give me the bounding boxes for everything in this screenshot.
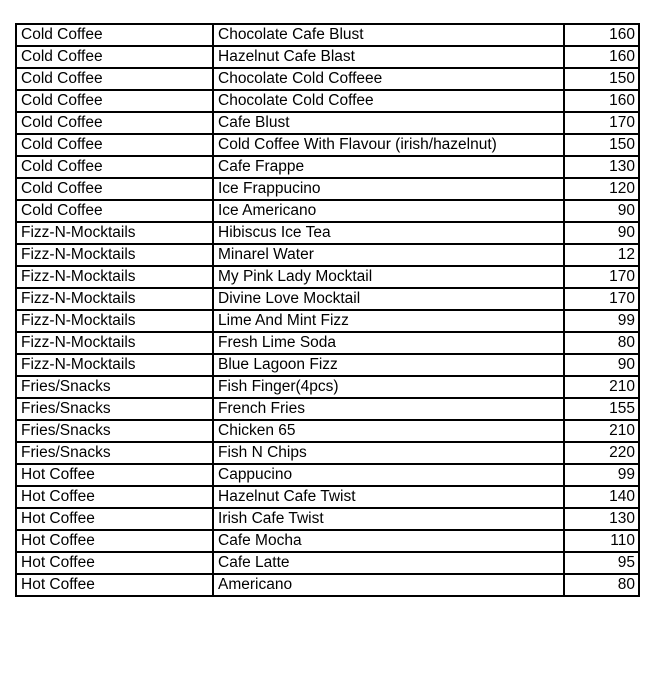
item-cell: Fresh Lime Soda [213, 332, 564, 354]
category-cell: Fries/Snacks [16, 376, 213, 398]
category-cell: Cold Coffee [16, 200, 213, 222]
item-cell: Chocolate Cold Coffee [213, 90, 564, 112]
item-cell: Cafe Latte [213, 552, 564, 574]
category-cell: Fizz-N-Mocktails [16, 310, 213, 332]
category-cell: Fries/Snacks [16, 442, 213, 464]
table-row [16, 266, 639, 288]
price-cell: 12 [564, 244, 639, 266]
price-cell: 150 [564, 68, 639, 90]
price-cell: 130 [564, 508, 639, 530]
item-cell: Chocolate Cafe Blust [213, 24, 564, 46]
category-cell: Fries/Snacks [16, 398, 213, 420]
table-row [16, 156, 639, 178]
category-cell: Fizz-N-Mocktails [16, 332, 213, 354]
price-cell: 90 [564, 354, 639, 376]
menu-table-body [16, 24, 639, 596]
table-row [16, 112, 639, 134]
category-cell: Hot Coffee [16, 486, 213, 508]
price-cell: 99 [564, 464, 639, 486]
item-cell: Irish Cafe Twist [213, 508, 564, 530]
item-cell: Hazelnut Cafe Twist [213, 486, 564, 508]
table-row [16, 200, 639, 222]
item-cell: Hazelnut Cafe Blast [213, 46, 564, 68]
item-cell: Cold Coffee With Flavour (irish/hazelnut) [213, 134, 564, 156]
price-cell: 160 [564, 24, 639, 46]
table-row [16, 354, 639, 376]
category-cell: Cold Coffee [16, 156, 213, 178]
table-row [16, 420, 639, 442]
table-row [16, 310, 639, 332]
price-cell: 90 [564, 200, 639, 222]
price-cell: 99 [564, 310, 639, 332]
table-row [16, 134, 639, 156]
item-cell: Cafe Frappe [213, 156, 564, 178]
price-cell: 210 [564, 376, 639, 398]
category-cell: Cold Coffee [16, 24, 213, 46]
item-cell: Divine Love Mocktail [213, 288, 564, 310]
category-cell: Cold Coffee [16, 68, 213, 90]
price-cell: 155 [564, 398, 639, 420]
item-cell: Chocolate Cold Coffeee [213, 68, 564, 90]
table-row [16, 288, 639, 310]
item-cell: Ice Americano [213, 200, 564, 222]
category-cell: Cold Coffee [16, 90, 213, 112]
item-cell: Fish N Chips [213, 442, 564, 464]
price-cell: 80 [564, 574, 639, 596]
item-cell: Chicken 65 [213, 420, 564, 442]
price-cell: 160 [564, 46, 639, 68]
category-cell: Hot Coffee [16, 508, 213, 530]
price-cell: 210 [564, 420, 639, 442]
table-row [16, 46, 639, 68]
item-cell: Minarel Water [213, 244, 564, 266]
price-cell: 160 [564, 90, 639, 112]
table-row [16, 222, 639, 244]
table-row [16, 68, 639, 90]
table-row [16, 376, 639, 398]
price-cell: 130 [564, 156, 639, 178]
item-cell: Fish Finger(4pcs) [213, 376, 564, 398]
category-cell: Cold Coffee [16, 112, 213, 134]
item-cell: My Pink Lady Mocktail [213, 266, 564, 288]
price-cell: 170 [564, 266, 639, 288]
item-cell: French Fries [213, 398, 564, 420]
table-row [16, 574, 639, 596]
table-row [16, 530, 639, 552]
item-cell: Americano [213, 574, 564, 596]
price-cell: 150 [564, 134, 639, 156]
price-cell: 110 [564, 530, 639, 552]
table-row [16, 486, 639, 508]
item-cell: Cappucino [213, 464, 564, 486]
category-cell: Hot Coffee [16, 552, 213, 574]
table-row [16, 464, 639, 486]
item-cell: Cafe Blust [213, 112, 564, 134]
item-cell: Lime And Mint Fizz [213, 310, 564, 332]
price-cell: 140 [564, 486, 639, 508]
category-cell: Cold Coffee [16, 134, 213, 156]
price-cell: 220 [564, 442, 639, 464]
table-row [16, 332, 639, 354]
category-cell: Hot Coffee [16, 464, 213, 486]
item-cell: Cafe Mocha [213, 530, 564, 552]
category-cell: Hot Coffee [16, 530, 213, 552]
table-row [16, 178, 639, 200]
item-cell: Blue Lagoon Fizz [213, 354, 564, 376]
table-row [16, 442, 639, 464]
table-row [16, 244, 639, 266]
table-row [16, 398, 639, 420]
price-cell: 170 [564, 112, 639, 134]
table-row [16, 508, 639, 530]
category-cell: Fizz-N-Mocktails [16, 288, 213, 310]
category-cell: Fizz-N-Mocktails [16, 244, 213, 266]
category-cell: Fizz-N-Mocktails [16, 354, 213, 376]
category-cell: Cold Coffee [16, 46, 213, 68]
item-cell: Hibiscus Ice Tea [213, 222, 564, 244]
menu-table [15, 23, 640, 597]
price-cell: 95 [564, 552, 639, 574]
item-cell: Ice Frappucino [213, 178, 564, 200]
price-cell: 80 [564, 332, 639, 354]
price-cell: 170 [564, 288, 639, 310]
category-cell: Fizz-N-Mocktails [16, 266, 213, 288]
price-cell: 90 [564, 222, 639, 244]
price-cell: 120 [564, 178, 639, 200]
category-cell: Fizz-N-Mocktails [16, 222, 213, 244]
table-row [16, 24, 639, 46]
category-cell: Fries/Snacks [16, 420, 213, 442]
table-row [16, 552, 639, 574]
category-cell: Hot Coffee [16, 574, 213, 596]
category-cell: Cold Coffee [16, 178, 213, 200]
table-row [16, 90, 639, 112]
